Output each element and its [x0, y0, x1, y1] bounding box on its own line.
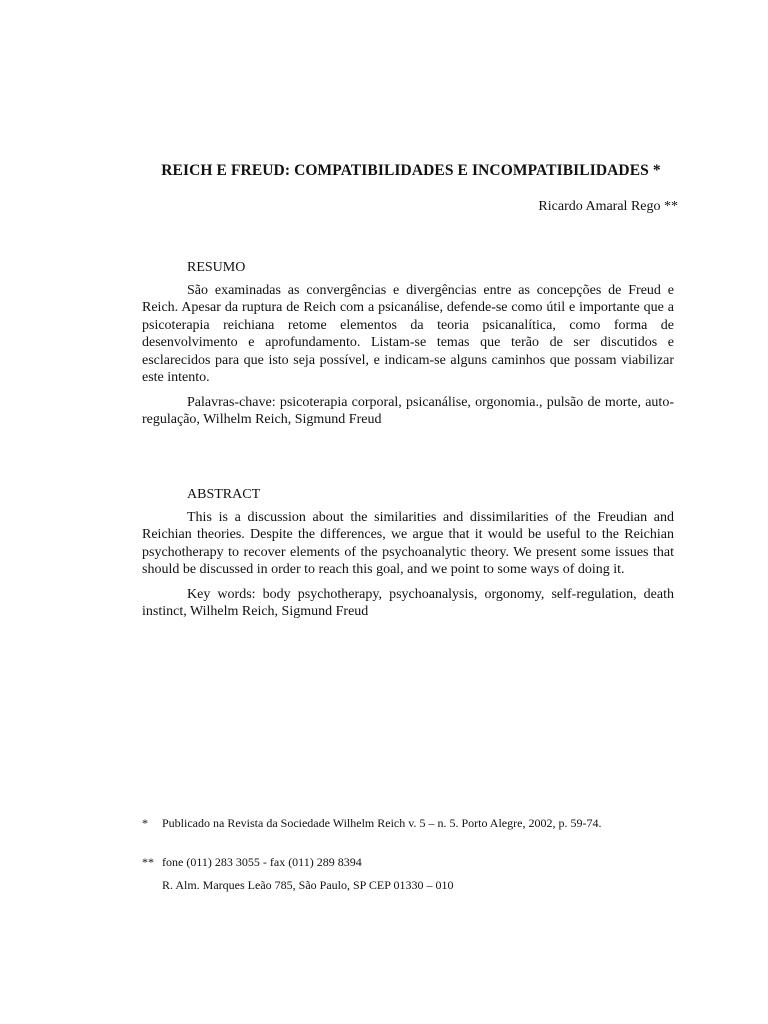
footnote-marker: * [142, 816, 148, 830]
resumo-body: São examinadas as convergências e divergências entre as concepções de Freud e Reich. Apesar da ruptura de Reich com a psicanálise, defende-se como útil e importante que a psicoterapia reichiana retome elementos da teoria psicanalítica, como forma de desenvolvimento e aprofundamento. Listam-se temas que terão de ser discutidos e esclarecidos para que isto seja possível, e indicam-se alguns caminhos que possam viabilizar este intento. [142, 282, 674, 385]
footnote-publication [142, 816, 702, 831]
footnote-marker: ** [142, 855, 154, 869]
paper-title: REICH E FREUD: COMPATIBILIDADES E INCOMPATIBILIDADES * [161, 162, 661, 179]
resumo-heading: RESUMO [187, 260, 246, 275]
footnote-phone-fax: fone (011) 283 3055 - fax (011) 289 8394 [162, 855, 362, 869]
footnote-text: Publicado na Revista da Sociedade Wilhelm Reich v. 5 – n. 5. Porto Alegre, 2002, p. 59-74. [162, 816, 602, 830]
footnote-contact [142, 855, 702, 893]
abstract-body: This is a discussion about the similarities and dissimilarities of the Freudian and Reichian theories. Despite the differences, we argue that it would be useful to the Reichian psychotherapy to recover elements of the psychoanalytic theory. We present some issues that should be discussed in order to reach this goal, and we point to some ways of doing it. [142, 509, 674, 577]
abstract-section [142, 486, 674, 628]
resumo-keywords: Palavras-chave: psicoterapia corporal, psicanálise, orgonomia., pulsão de morte, auto-regulação, Wilhelm Reich, Sigmund Freud [142, 394, 674, 427]
abstract-heading: ABSTRACT [187, 487, 261, 502]
footnote-address: R. Alm. Marques Leão 785, São Paulo, SP CEP 01330 – 010 [162, 878, 454, 892]
abstract-keywords: Key words: body psychotherapy, psychoanalysis, orgonomy, self-regulation, death instinct, Wilhelm Reich, Sigmund Freud [142, 586, 674, 619]
resumo-section [142, 259, 674, 436]
author-name: Ricardo Amaral Rego ** [538, 199, 678, 214]
